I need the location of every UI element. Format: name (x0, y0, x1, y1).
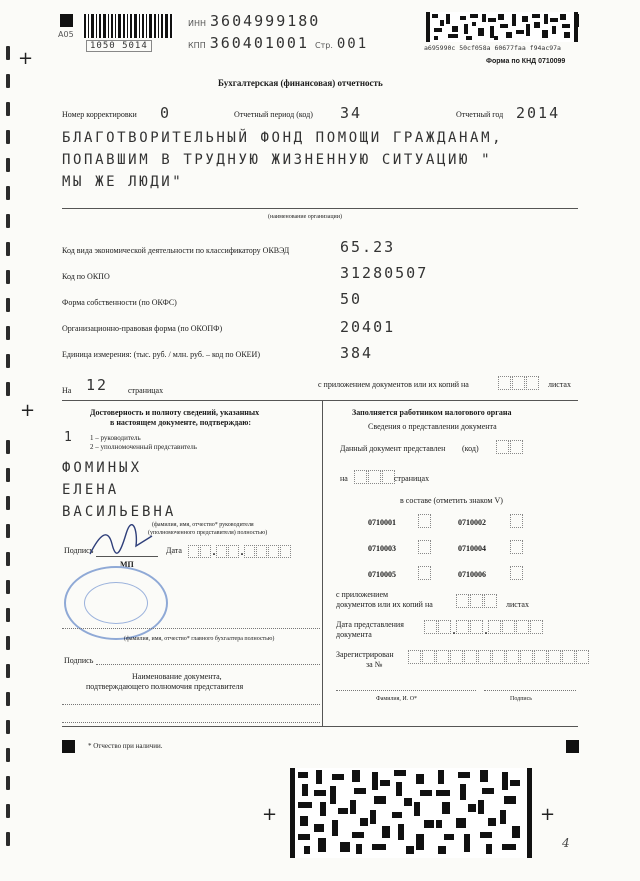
doc-name-line-a (62, 704, 320, 705)
fio-caption-2: (уполномоченного представителя) полностью) (148, 530, 268, 536)
fio-caption-1: (фамилия, имя, отчество* руководителя (152, 522, 254, 528)
kpp-label: КПП (188, 41, 206, 50)
document-code: 1050 5014 (86, 40, 152, 52)
form-0710003-label: 0710003 (368, 544, 396, 553)
right-attach-sheets-label: листах (506, 600, 529, 609)
corner-marker-top-left (60, 14, 73, 27)
page-value: 001 (336, 36, 369, 52)
submitted-label: Данный документ представлен (340, 444, 446, 453)
accountant-caption: (фамилия, имя, отчество* главного бухгалтера полностью) (124, 636, 275, 642)
organization-name-underline (62, 208, 578, 209)
pages-label: страницах (128, 386, 164, 395)
composition-label: в составе (отметить знаком V) (400, 496, 503, 505)
form-0710002-label: 0710002 (458, 518, 486, 527)
report-year-label: Отчетный год (456, 110, 504, 119)
correction-number-label: Номер корректировки (62, 110, 137, 119)
attachments-sheets-label: листах (548, 380, 571, 389)
signer-option-1: 1 – руководитель (90, 434, 141, 442)
signer-role-value: 1 (64, 430, 74, 445)
top-left-barcode (82, 14, 174, 38)
report-year-value: 2014 (516, 104, 561, 122)
attachments-label: с приложением документов или их копий на (318, 380, 469, 389)
report-period-value: 34 (340, 104, 363, 122)
form-0710004-label: 0710004 (458, 544, 486, 553)
right-section-subheading: Сведения о представлении документа (368, 422, 497, 431)
report-period-label: Отчетный период (код) (234, 110, 313, 119)
right-attach-boxes[interactable] (456, 594, 498, 613)
code-label-okfs: Форма собственности (по ОКФС) (62, 298, 177, 307)
page-label: Стр. (315, 41, 333, 50)
submission-date-label-2: документа (336, 630, 372, 639)
kpp-value: 360401001 (209, 34, 309, 52)
left-section-heading-1: Достоверность и полноту сведений, указанных (90, 408, 260, 417)
inn-row (188, 12, 320, 31)
bottom-2d-barcode (290, 768, 532, 858)
signature-line (96, 556, 158, 557)
inspector-fio-line (336, 690, 476, 691)
right-on-label: на (340, 474, 348, 483)
code-value-okopf: 20401 (340, 318, 396, 336)
signer-patronymic: ВАСИЛЬЕВНА (62, 504, 177, 520)
form-0710006-label: 0710006 (458, 570, 486, 579)
code-label-okei: Единица измерения: (тыс. руб. / млн. руб. – код по ОКЕИ) (62, 350, 260, 359)
organization-name-line-3: МЫ ЖЕ ЛЮДИ" (62, 174, 184, 190)
code-value-okpo: 31280507 (340, 264, 429, 282)
seal-placeholder-label: МП (120, 560, 134, 569)
form-0710004-checkbox[interactable] (510, 540, 524, 559)
section-bottom-divider (62, 726, 578, 727)
inspector-fio-caption: Фамилия, И. О* (376, 696, 418, 702)
form-0710006-checkbox[interactable] (510, 566, 524, 585)
doc-name-line-1: Наименование документа, (132, 672, 222, 681)
section-vertical-divider (322, 400, 323, 726)
code-label-okpo: Код по ОКПО (62, 272, 110, 281)
inspector-sign-caption: Подпись (510, 696, 533, 702)
top-right-2d-barcode (426, 12, 578, 42)
form-0710005-checkbox[interactable] (418, 566, 432, 585)
pages-count-value: 12 (86, 376, 109, 394)
registered-label-2: за № (366, 660, 383, 669)
code-value-okved: 65.23 (340, 238, 396, 256)
right-section-heading: Заполняется работником налогового органа (352, 408, 512, 417)
organization-name-line-2: ПОПАВШИМ В ТРУДНУЮ ЖИЗНЕННУЮ СИТУАЦИЮ " (62, 152, 493, 168)
form-knd-code: Форма по КНД 0710099 (486, 58, 566, 65)
date-field[interactable]: . . (188, 542, 292, 560)
form-0710005-label: 0710005 (368, 570, 396, 579)
inn-value: 3604999180 (210, 12, 321, 30)
attachments-sheets-boxes[interactable] (498, 376, 540, 395)
date-label: Дата (166, 546, 182, 555)
form-series-code: A05 (58, 30, 74, 39)
form-0710002-checkbox[interactable] (510, 514, 524, 533)
signature-line-2 (96, 664, 320, 665)
inspector-sign-line (484, 690, 576, 691)
submission-date-label-1: Дата представления (336, 620, 404, 629)
signature-scribble (86, 524, 156, 560)
registration-cross-icon: + (262, 804, 278, 825)
signer-option-2: 2 – уполномоченный представитель (90, 443, 197, 451)
code-value-okfs: 50 (340, 290, 363, 308)
registration-cross-icon: + (18, 48, 34, 69)
signer-surname: ФОМИНЫХ (62, 460, 143, 476)
code-value-okei: 384 (340, 344, 374, 362)
right-pages-label: страницах (394, 474, 430, 483)
signature-label-2: Подпись (64, 656, 94, 665)
page-title: Бухгалтерская (финансовая) отчетность (218, 78, 383, 88)
registered-label-1: Зарегистрирован (336, 650, 394, 659)
form-0710001-checkbox[interactable] (418, 514, 432, 533)
right-attach-label-1: с приложением (336, 590, 389, 599)
code-label-okopf: Организационно-правовая форма (по ОКОПФ) (62, 324, 223, 333)
barcode-hash-text: a695990c 50cf058a 60677faa f94ac97a (424, 44, 561, 52)
registration-number-boxes[interactable] (408, 650, 590, 669)
inn-label: ИНН (188, 19, 207, 28)
organization-name-caption: (наименование организации) (268, 214, 342, 220)
doc-name-line-2: подтверждающего полномочия представителя (86, 682, 244, 691)
kpp-row (188, 34, 368, 53)
section-top-divider (62, 400, 578, 401)
handwritten-page-number: 4 (562, 836, 570, 850)
right-pages-boxes[interactable] (354, 470, 396, 489)
signature-label: Подпись (64, 546, 94, 555)
corner-marker-bottom-right (566, 740, 579, 753)
signer-name: ЕЛЕНА (62, 482, 120, 498)
doc-name-line-b (62, 722, 320, 723)
code-label-okved: Код вида экономической деятельности по классификатору ОКВЭД (62, 246, 290, 255)
submitted-code-boxes[interactable] (496, 440, 524, 459)
registration-cross-icon: + (540, 804, 556, 825)
organization-name-line-1: БЛАГОТВОРИТЕЛЬНЫЙ ФОНД ПОМОЩИ ГРАЖДАНАМ, (62, 130, 504, 146)
submitted-code-label: (код) (462, 444, 479, 453)
correction-number-value: 0 (160, 104, 172, 122)
accountant-line (62, 628, 320, 629)
pages-on-label: На (62, 386, 72, 395)
submission-date-field[interactable]: . . (424, 620, 544, 639)
form-0710003-checkbox[interactable] (418, 540, 432, 559)
right-attach-label-2: документов или их копий на (336, 600, 433, 609)
footnote: * Отчество при наличии. (88, 742, 163, 750)
corner-marker-bottom-left (62, 740, 75, 753)
left-section-heading-2: в настоящем документе, подтверждаю: (110, 418, 252, 427)
registration-cross-icon: + (20, 400, 36, 421)
form-0710001-label: 0710001 (368, 518, 396, 527)
